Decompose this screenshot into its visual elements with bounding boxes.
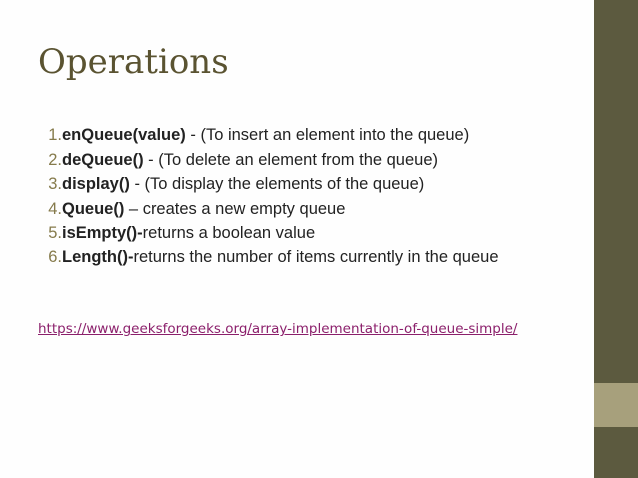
sidebar-accent-block (594, 383, 638, 427)
operation-number: 1. (48, 126, 62, 144)
operation-description: - (To display the elements of the queue) (129, 175, 425, 193)
operation-item (48, 148, 574, 173)
operation-description: – creates a new empty queue (124, 199, 346, 218)
operation-number: 2. (48, 150, 62, 169)
operation-description: - (To insert an element into the queue) (185, 126, 470, 144)
operation-number: 3. (48, 175, 62, 193)
operation-item (48, 221, 574, 246)
operation-number: 5. (48, 224, 62, 242)
operation-name: deQueue() (62, 150, 144, 169)
operation-item (48, 172, 574, 197)
reference-link[interactable]: https://www.geeksforgeeks.org/array-implementation-of-queue-simple/ (38, 321, 518, 337)
operation-description: returns a boolean value (142, 224, 316, 242)
operation-item (48, 246, 574, 269)
operation-item (48, 197, 574, 222)
operation-number: 6. (48, 247, 62, 266)
operation-item (48, 123, 574, 148)
operations-list (48, 123, 574, 269)
operation-description: - (To delete an element from the queue) (143, 150, 439, 169)
operation-description: returns the number of items currently in the queue (133, 247, 499, 266)
slide-title: Operations (38, 42, 229, 82)
operation-name: enQueue(value) (62, 126, 186, 144)
operation-number: 4. (48, 199, 62, 218)
operation-name: display() (62, 175, 130, 193)
operation-name: Length()- (62, 247, 134, 266)
operation-name: isEmpty()- (62, 224, 143, 242)
operation-name: Queue() (62, 199, 125, 218)
